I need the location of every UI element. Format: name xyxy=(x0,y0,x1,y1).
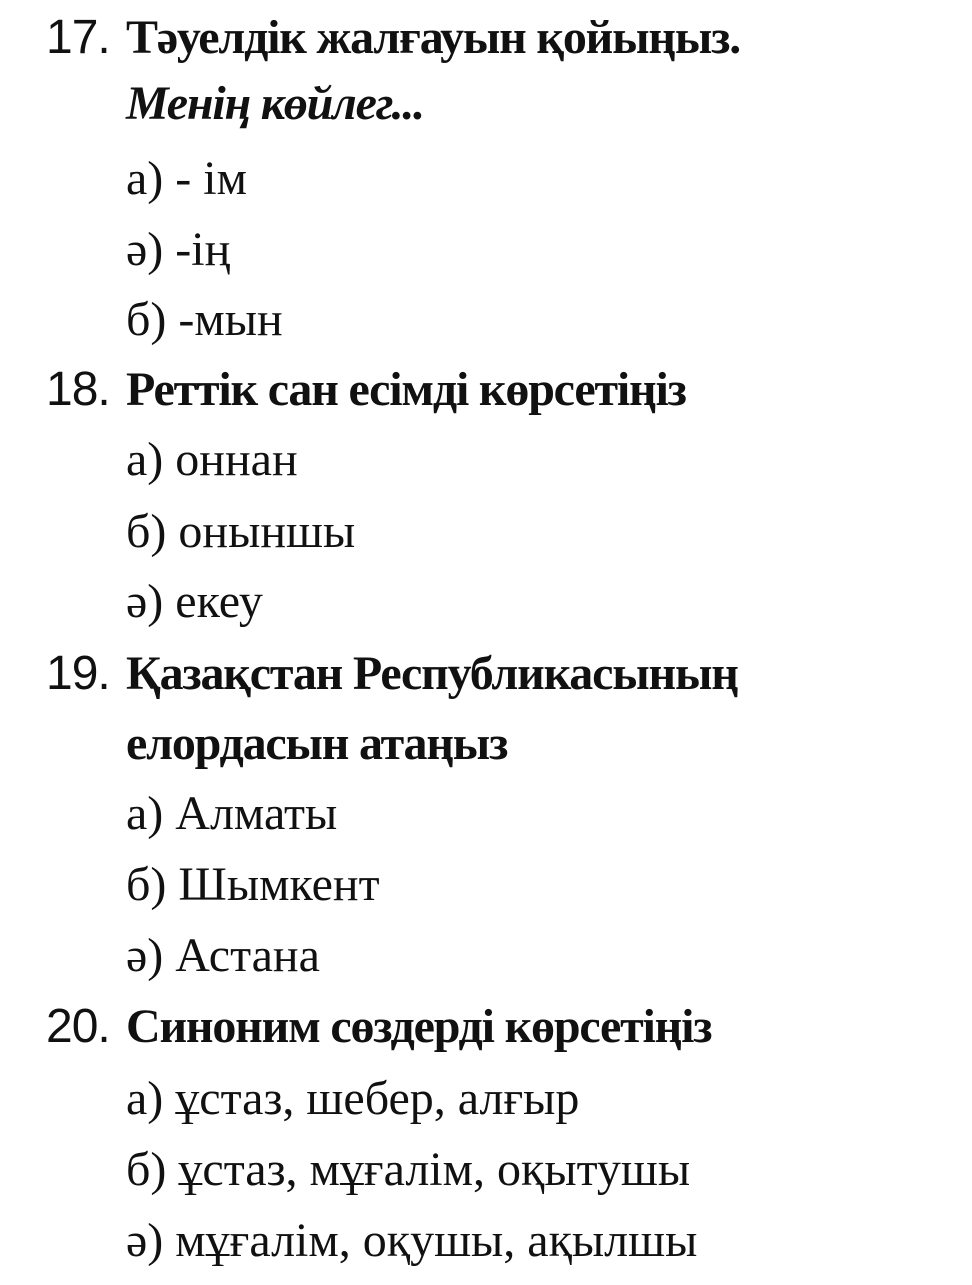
answer-option: ә) екеу xyxy=(126,575,263,628)
question-number: 17. xyxy=(46,11,110,64)
answer-option: ә) мұғалім, оқушы, ақылшы xyxy=(126,1214,698,1267)
question-text: Синоним сөздерді көрсетіңіз xyxy=(126,1000,712,1053)
answer-option: б) Шымкент xyxy=(126,858,380,911)
answer-option: а) - ім xyxy=(126,152,247,205)
question-prompt: Менің көйлег... xyxy=(126,77,424,130)
answer-option: б) оныншы xyxy=(126,505,356,558)
question-text-continued: елордасын атаңыз xyxy=(126,717,508,770)
answer-option: а) ұстаз, шебер, алғыр xyxy=(126,1072,580,1125)
question-number: 19. xyxy=(46,647,110,700)
answer-option: ә) -ің xyxy=(126,223,231,276)
question-text: Тәуелдік жалғауын қойыңыз. xyxy=(126,11,741,64)
answer-option: а) Алматы xyxy=(126,787,338,840)
question-text: Қазақстан Республикасының xyxy=(126,647,738,700)
answer-option: б) -мын xyxy=(126,293,283,346)
answer-option: а) оннан xyxy=(126,433,298,486)
answer-option: б) ұстаз, мұғалім, оқытушы xyxy=(126,1143,691,1196)
question-text: Реттік сан есімді көрсетіңіз xyxy=(126,363,686,416)
answer-option: ә) Астана xyxy=(126,929,320,982)
question-number: 18. xyxy=(46,363,110,416)
question-number: 20. xyxy=(46,1000,110,1053)
